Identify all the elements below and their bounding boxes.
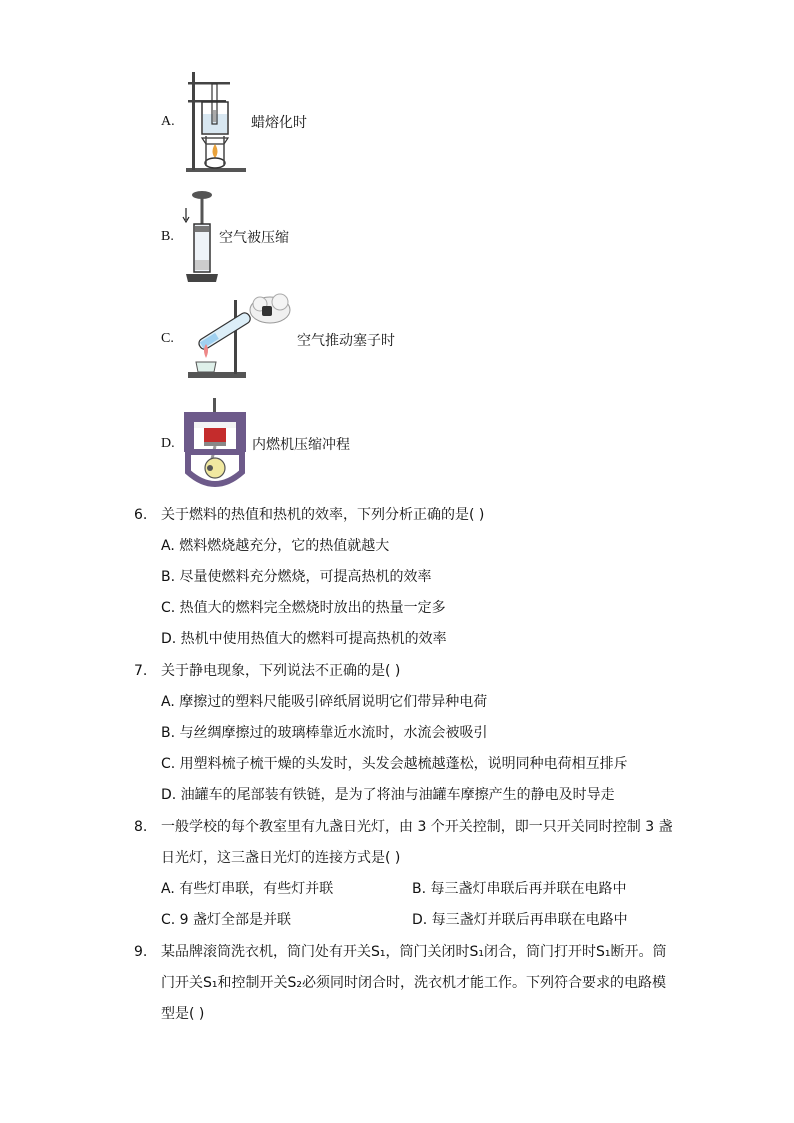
question-6-stem: 关于燃料的热值和热机的效率，下列分析正确的是( )	[161, 507, 485, 523]
engine-compression-stroke-figure	[180, 398, 250, 490]
question-9-number: 9.	[134, 944, 148, 960]
option-c-text: 空气推动塞子时	[297, 333, 395, 349]
option-d-text: 内燃机压缩冲程	[252, 437, 350, 453]
question-7-stem: 关于静电现象，下列说法不正确的是( )	[161, 663, 401, 679]
question-9-stem-line: 门开关S₁和控制开关S₂必须同时闭合时，洗衣机才能工作。下列符合要求的电路模	[161, 975, 666, 991]
question-7-option: A. 摩擦过的塑料尺能吸引碎纸屑说明它们带异种电荷	[161, 694, 488, 710]
question-7-option: D. 油罐车的尾部装有铁链，是为了将油与油罐车摩擦产生的静电及时导走	[161, 787, 615, 803]
question-8-number: 8.	[134, 819, 148, 835]
question-8-stem-line: 一般学校的每个教室里有九盏日光灯，由 3 个开关控制，即一只开关同时控制 3 盏	[161, 819, 673, 835]
melting-wax-apparatus-figure	[184, 68, 248, 176]
question-7-option: B. 与丝绸摩擦过的玻璃棒靠近水流时，水流会被吸引	[161, 725, 488, 741]
question-6-option: C. 热值大的燃料完全燃烧时放出的热量一定多	[161, 600, 446, 616]
option-a-letter: A.	[161, 114, 175, 129]
question-7-option: C. 用塑料梳子梳干燥的头发时，头发会越梳越蓬松，说明同种电荷相互排斥	[161, 756, 628, 772]
stopper-pushed-figure	[184, 292, 294, 384]
question-6-option: D. 热机中使用热值大的燃料可提高热机的效率	[161, 631, 447, 647]
option-b-letter: B.	[161, 229, 174, 244]
question-8-option: A. 有些灯串联，有些灯并联	[161, 881, 334, 897]
option-b-text: 空气被压缩	[219, 230, 289, 246]
question-9-stem-line: 型是( )	[161, 1006, 205, 1022]
option-c-letter: C.	[161, 331, 174, 346]
question-8-option: D. 每三盏灯并联后再串联在电路中	[412, 912, 628, 928]
question-6-option: A. 燃料燃烧越充分，它的热值就越大	[161, 538, 390, 554]
question-8-stem-line: 日光灯，这三盏日光灯的连接方式是( )	[161, 850, 401, 866]
question-7-number: 7.	[134, 663, 148, 679]
option-a-text: 蜡熔化时	[251, 115, 307, 131]
question-9-stem-line: 某品牌滚筒洗衣机，筒门处有开关S₁，筒门关闭时S₁闭合，筒门打开时S₁断开。筒	[161, 944, 667, 960]
question-8-option: C. 9 盏灯全部是并联	[161, 912, 292, 928]
option-d-letter: D.	[161, 436, 175, 451]
question-6-option: B. 尽量使燃料充分燃烧，可提高热机的效率	[161, 569, 432, 585]
question-8-option: B. 每三盏灯串联后再并联在电路中	[412, 881, 627, 897]
air-compression-cylinder-figure	[180, 190, 218, 284]
question-6-number: 6.	[134, 507, 148, 523]
